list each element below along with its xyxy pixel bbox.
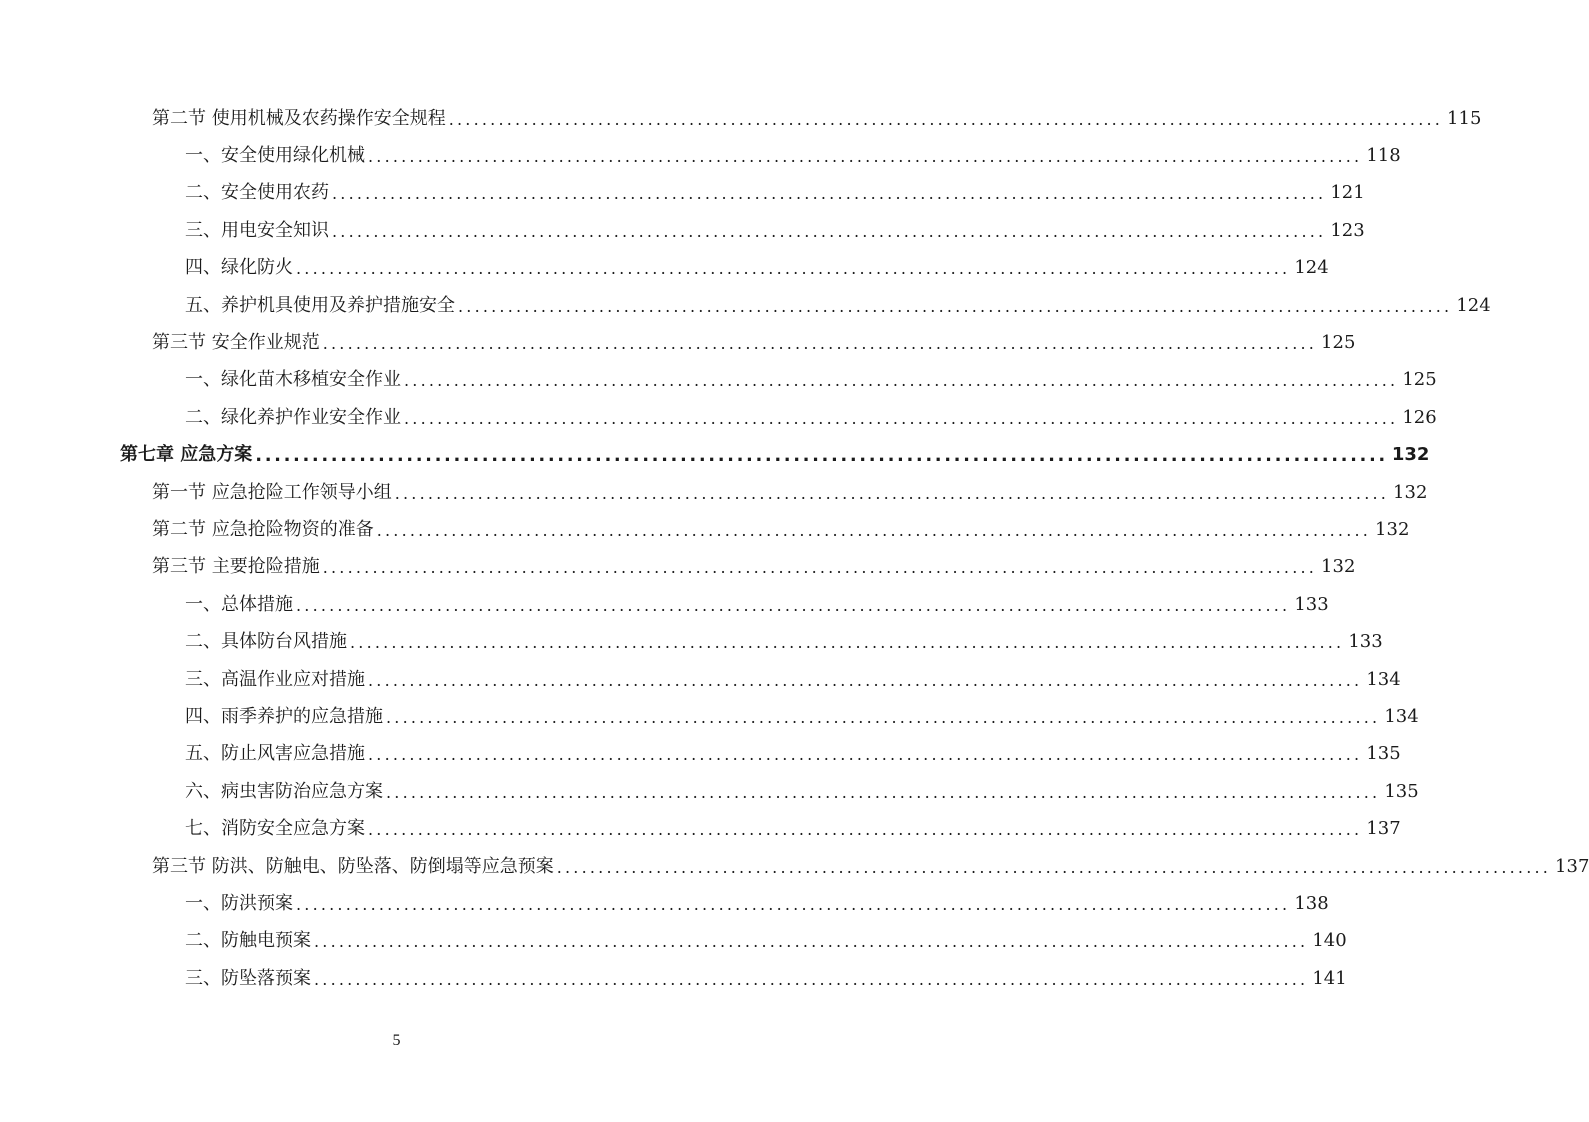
toc-entry-page: 115 [1447,107,1482,129]
toc-entry-page: 133 [1348,631,1383,653]
toc-subsection-entry[interactable] [185,287,1491,324]
toc-dot-leader: ........................................................................................................................ [314,969,1309,989]
toc-dot-leader: ........................................................................................................................ [314,932,1309,952]
toc-section-entry[interactable] [152,324,1356,361]
toc-subsection-entry[interactable] [185,586,1329,623]
toc-entry-page: 140 [1312,930,1347,952]
toc-entry-page: 123 [1330,219,1365,241]
toc-section-entry[interactable] [152,511,1410,548]
toc-dot-leader: ........................................................................................................................ [376,521,1372,541]
toc-subsection-entry[interactable] [185,811,1401,848]
toc-entry-page: 124 [1456,294,1491,316]
toc-subsection-entry[interactable] [185,624,1383,661]
toc-subsection-entry[interactable] [185,773,1419,810]
toc-subsection-entry[interactable] [185,885,1329,922]
toc-dot-leader: ........................................................................................................................ [332,221,1327,241]
toc-entry-title: 二、防触电预案 [185,930,311,952]
toc-section-entry[interactable] [152,100,1482,137]
toc-subsection-entry[interactable] [185,736,1401,773]
toc-dot-leader: ........................................................................................................................ [322,558,1318,578]
toc-entry-title: 七、消防安全应急方案 [185,818,365,840]
toc-chapter-entry[interactable] [120,437,1430,474]
toc-entry-page: 125 [1321,332,1356,354]
toc-dot-leader: ........................................................................................................................ [322,334,1318,354]
toc-dot-leader: ........................................................................................................................ [368,745,1363,765]
toc-dot-leader: ........................................................................................................................ [368,147,1363,167]
toc-dot-leader: ........................................................................................................................ [296,595,1291,615]
toc-entry-title: 第二节 应急抢险物资的准备 [152,519,374,541]
toc-subsection-entry[interactable] [185,399,1437,436]
toc-entry-title: 三、防坠落预案 [185,967,311,989]
toc-dot-leader: ........................................................................................................................ [332,184,1327,204]
toc-entry-page: 135 [1366,743,1401,765]
toc-entry-page: 137 [1366,818,1401,840]
toc-entry-page: 126 [1402,406,1437,428]
toc-entry-title: 一、绿化苗木移植安全作业 [185,369,401,391]
toc-subsection-entry[interactable] [185,175,1365,212]
toc-entry-title: 第三节 安全作业规范 [152,332,320,354]
toc-subsection-entry[interactable] [185,960,1347,997]
toc-entry-title: 第一节 应急抢险工作领导小组 [152,481,392,503]
toc-entry-page: 118 [1366,145,1401,167]
toc-entry-page: 121 [1330,182,1365,204]
toc-entry-title: 五、养护机具使用及养护措施安全 [185,294,455,316]
toc-entry-title: 五、防止风害应急措施 [185,743,365,765]
toc-entry-title: 第二节 使用机械及农药操作安全规程 [152,107,446,129]
toc-dot-leader: ........................................................................................................................ [386,782,1381,802]
toc-entry-title: 四、绿化防火 [185,257,293,279]
toc-dot-leader: ........................................................................................................................ [404,408,1399,428]
toc-entry-page: 125 [1402,369,1437,391]
toc-subsection-entry[interactable] [185,137,1401,174]
toc-dot-leader: ........................................................................................................................ [404,371,1399,391]
toc-entry-page: 138 [1294,893,1329,915]
toc-subsection-entry[interactable] [185,698,1419,735]
toc-entry-title: 第三节 防洪、防触电、防坠落、防倒塌等应急预案 [152,855,554,877]
toc-entry-title: 第三节 主要抢险措施 [152,556,320,578]
toc-entry-page: 132 [1393,481,1428,503]
toc-entry-title: 六、病虫害防治应急方案 [185,780,383,802]
toc-entry-title: 二、绿化养护作业安全作业 [185,406,401,428]
toc-entry-page: 134 [1384,706,1419,728]
toc-entry-page: 137 [1555,855,1589,877]
toc-entry-page: 134 [1366,668,1401,690]
toc-entry-title: 一、总体措施 [185,593,293,615]
toc-entry-title: 第七章 应急方案 [120,444,253,466]
toc-subsection-entry[interactable] [185,362,1437,399]
toc-entry-title: 三、高温作业应对措施 [185,668,365,690]
toc-entry-page: 135 [1384,780,1419,802]
toc-entry-page: 132 [1375,519,1410,541]
toc-subsection-entry[interactable] [185,212,1365,249]
toc-entry-title: 二、具体防台风措施 [185,631,347,653]
toc-dot-leader: ........................................................................................................................ [255,445,1388,467]
toc-dot-leader: ........................................................................................................................ [296,259,1291,279]
toc-entry-page: 132 [1391,444,1430,466]
toc-dot-leader: ........................................................................................................................ [394,483,1390,503]
toc-subsection-entry[interactable] [185,250,1329,287]
toc-entry-title: 一、防洪预案 [185,893,293,915]
toc-section-entry[interactable] [152,474,1428,511]
toc-dot-leader: ........................................................................................................................ [458,296,1453,316]
page-number: 5 [392,1032,401,1049]
toc-entry-title: 三、用电安全知识 [185,219,329,241]
toc-dot-leader: ........................................................................................................................ [368,820,1363,840]
toc-dot-leader: ........................................................................................................................ [556,857,1552,877]
toc-subsection-entry[interactable] [185,923,1347,960]
toc-dot-leader: ........................................................................................................................ [296,895,1291,915]
toc-entry-page: 132 [1321,556,1356,578]
toc-section-entry[interactable] [152,549,1356,586]
toc-dot-leader: ........................................................................................................................ [350,633,1345,653]
toc-dot-leader: ........................................................................................................................ [386,708,1381,728]
toc-entry-page: 141 [1312,967,1347,989]
toc-entry-page: 133 [1294,593,1329,615]
toc-section-entry[interactable] [152,848,1589,885]
toc-entry-title: 二、安全使用农药 [185,182,329,204]
toc-entry-title: 一、安全使用绿化机械 [185,145,365,167]
toc-dot-leader: ........................................................................................................................ [368,670,1363,690]
toc-entry-title: 四、雨季养护的应急措施 [185,706,383,728]
toc-dot-leader: ........................................................................................................................ [448,109,1444,129]
toc-subsection-entry[interactable] [185,661,1401,698]
toc-entry-page: 124 [1294,257,1329,279]
